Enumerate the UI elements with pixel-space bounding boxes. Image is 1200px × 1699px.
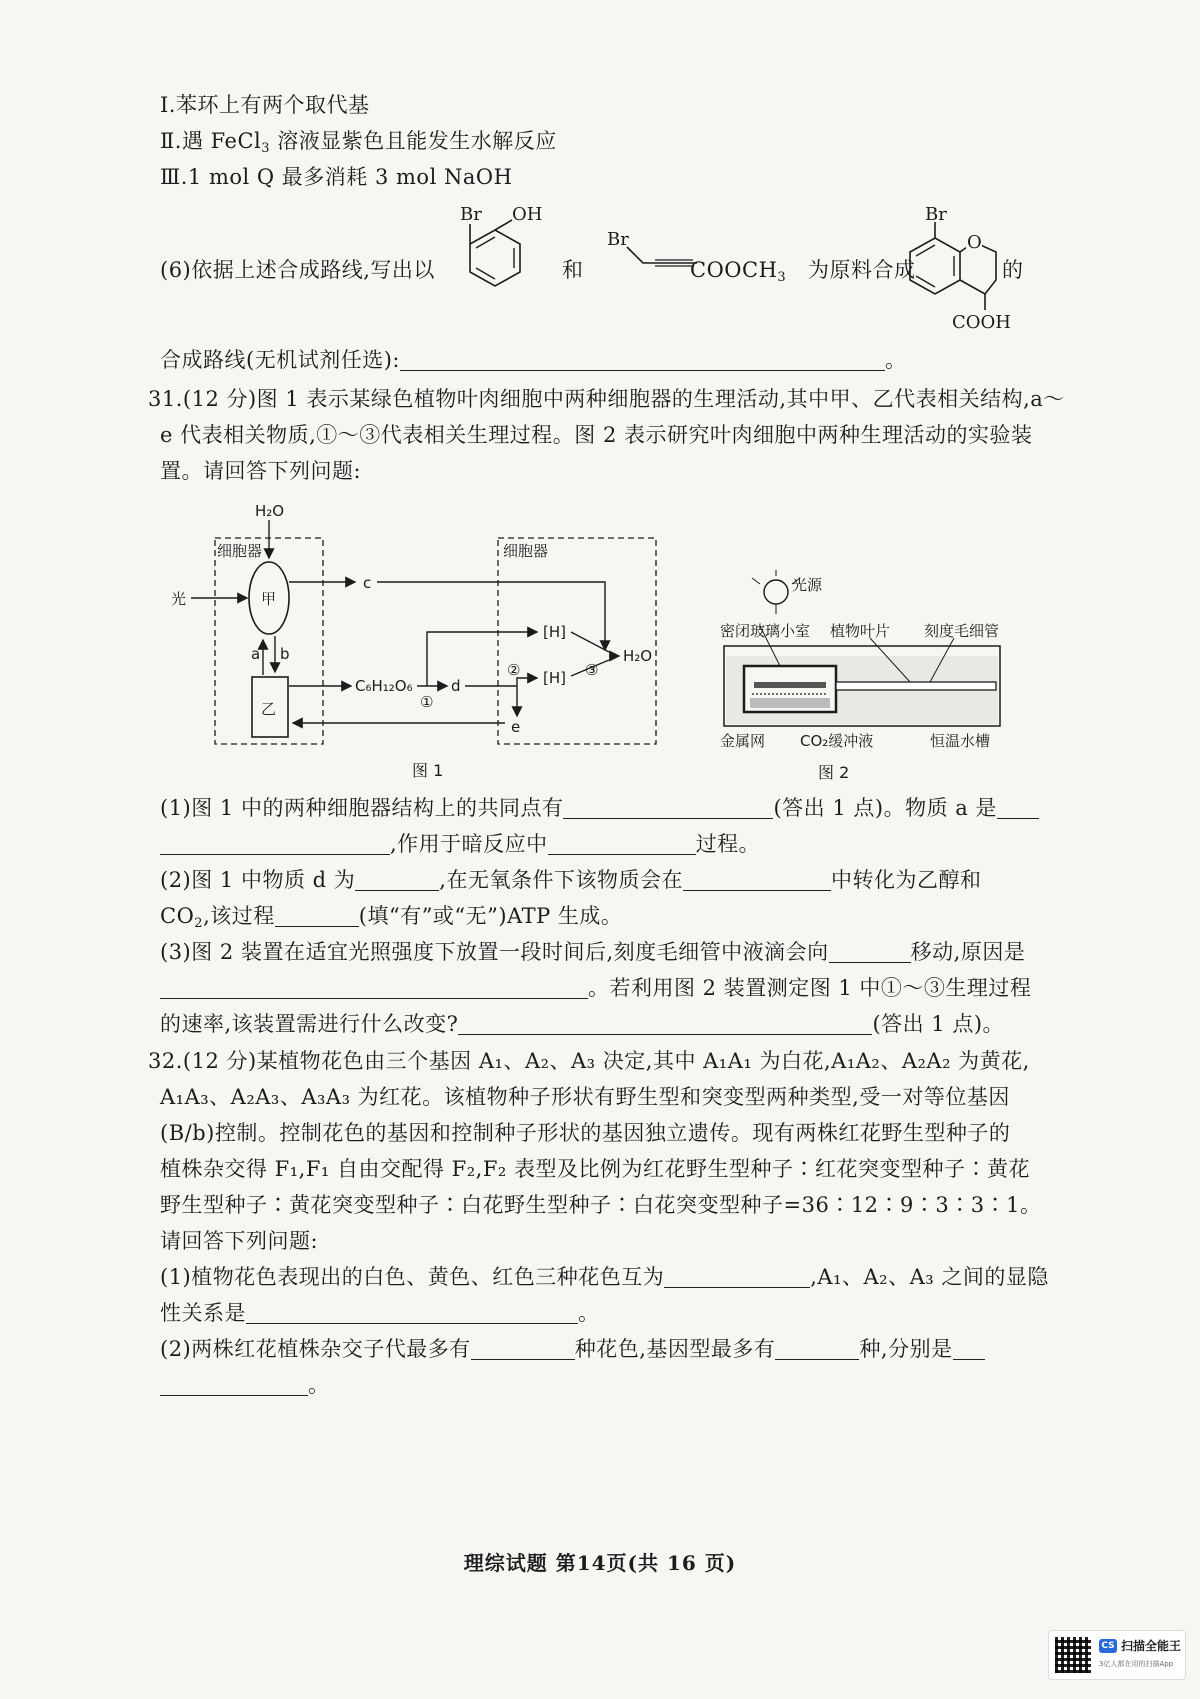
capillary-label: 刻度毛细管: [924, 622, 1000, 640]
right-organelle-box: [498, 538, 656, 744]
process-2-label: ②: [507, 661, 521, 679]
phenol-br-label: Br: [460, 204, 482, 225]
q6-lead: (6)依据上述合成路线,写出以: [160, 258, 435, 282]
jia-label: 甲: [261, 590, 277, 608]
page-footer: [0, 1547, 1200, 1576]
product-cooh-label: COOH: [952, 312, 1011, 333]
route-line: [160, 345, 906, 375]
q31-sub1-text-a: (1)图 1 中的两种细胞器结构上的共同点有: [160, 796, 564, 820]
q31-sub1-text-c: ,作用于暗反应中: [390, 832, 548, 856]
footer-page-number: 第14页(共 16 页): [555, 1551, 737, 1575]
q31-sub2-blank-2[interactable]: [683, 868, 831, 891]
condition-ii: [160, 126, 557, 156]
light-label: 光: [171, 590, 187, 608]
h2o-top-label: H₂O: [255, 502, 285, 520]
q31-sub2-blank-1[interactable]: [355, 868, 439, 891]
b-label: b: [280, 645, 290, 663]
q31-sub2-text-a: (2)图 1 中物质 d 为: [160, 868, 356, 892]
q32-stem-1: 32.(12 分)某植物花色由三个基因 A₁、A₂、A₃ 决定,其中 A₁A₁ 为白花,A₁A₂、A₂A₂ 为黄花,: [148, 1049, 1030, 1073]
q32-stem-4: 植株杂交得 F₁,F₁ 自由交配得 F₂,F₂ 表型及比例为红花野生型种子∶红花突变型种子∶黄花: [160, 1157, 1031, 1181]
q32-sub1-blank-1[interactable]: [664, 1265, 810, 1288]
ester-formula-sub: 3: [777, 270, 787, 285]
q31-sub1-blank-3[interactable]: [548, 832, 696, 855]
leaf-shape: [754, 682, 826, 688]
c-label: c: [363, 574, 372, 592]
capillary-tube: [836, 682, 996, 690]
chamber-label: 密闭玻璃小室: [720, 622, 811, 640]
h2o-right-label: H₂O: [623, 647, 653, 665]
yi-label: 乙: [261, 700, 277, 718]
process-1-label: ①: [420, 693, 434, 711]
product-o-label: O: [967, 232, 982, 253]
light-source-label: 光源: [792, 576, 823, 594]
buffer-label: CO₂缓冲液: [800, 732, 874, 750]
right-organelle-label: 细胞器: [503, 542, 549, 560]
route-label: 合成路线(无机试剂任选):: [160, 348, 400, 372]
q6-and: 和: [562, 258, 584, 282]
e-label: e: [511, 718, 521, 736]
process-3-label: ③: [585, 661, 599, 679]
figure-1-caption: 图 1: [412, 761, 444, 780]
figure-1-diagram: [165, 500, 725, 780]
q31-stem-1: 31.(12 分)图 1 表示某绿色植物叶肉细胞中两种细胞器的生理活动,其中甲、乙代表相关结构,a～: [148, 387, 1065, 411]
q31-sub3-blank-2[interactable]: [160, 976, 588, 999]
q32-sub2-text-b: 种花色,基因型最多有: [574, 1337, 776, 1361]
q31-sub2-co2: CO: [160, 904, 195, 928]
qr-code-icon: [1055, 1637, 1091, 1673]
q31-sub3-text-d: 的速率,该装置需进行什么改变?: [160, 1012, 459, 1036]
bromophenol-structure: [440, 200, 550, 310]
q31-sub2-line2: [160, 901, 622, 931]
q32-sub2-line1: [160, 1334, 985, 1364]
leaf-label: 植物叶片: [830, 622, 891, 640]
h-upper-label: [H]: [543, 623, 566, 641]
q31-sub3-blank-3[interactable]: [458, 1012, 872, 1035]
q31-sub1-blank-1[interactable]: [563, 796, 773, 819]
q31-sub3-text-a: (3)图 2 装置在适宜光照强度下放置一段时间后,刻度毛细管中液滴会向: [160, 940, 829, 964]
scanner-tagline: 3亿人都在用的扫描App: [1099, 1660, 1174, 1668]
condition-ii-sub: 3: [261, 141, 271, 156]
q32-stem-2: A₁A₃、A₂A₃、A₃A₃ 为红花。该植物种子形状有野生型和突变型两种类型,受一对等位基因: [160, 1085, 1010, 1109]
q32-sub2-blank-2[interactable]: [775, 1337, 859, 1360]
q31-sub3-text-c: 。若利用图 2 装置测定图 1 中①～③生理过程: [588, 976, 1032, 1000]
q31-sub3-line1: [160, 937, 1025, 967]
q32-sub2-blank-1[interactable]: [471, 1337, 575, 1360]
figure-2-apparatus: [720, 570, 1020, 755]
scanner-watermark: [1048, 1630, 1186, 1680]
condition-ii-text-end: 溶液显紫色且能发生水解反应: [270, 129, 557, 153]
d-label: d: [451, 677, 461, 695]
q32-sub1-blank-2[interactable]: [246, 1301, 578, 1324]
q32-sub1-text-d: 。: [578, 1301, 600, 1325]
phenol-oh-label: OH: [512, 204, 543, 225]
q32-stem-5: 野生型种子∶黄花突变型种子∶白花野生型种子∶白花突变型种子=36∶12∶9∶3∶3∶1。: [160, 1193, 1042, 1217]
route-end: 。: [884, 348, 907, 372]
condition-ii-text: Ⅱ.遇 FeCl: [160, 129, 262, 153]
ester-br-label: Br: [607, 229, 629, 250]
q31-sub2-co2-sub: 2: [194, 916, 204, 931]
left-organelle-label: 细胞器: [217, 542, 263, 560]
q31-sub2-text-b: ,在无氧条件下该物质会在: [439, 868, 683, 892]
route-answer-blank[interactable]: [400, 348, 885, 371]
buffer-liquid: [750, 698, 830, 708]
a-label: a: [251, 645, 261, 663]
q32-stem-3: (B/b)控制。控制花色的基因和控制种子形状的基因独立遗传。现有两株红花野生型种子的: [160, 1121, 1011, 1145]
q31-stem-2: e 代表相关物质,①～③代表相关生理过程。图 2 表示研究叶肉细胞中两种生理活动的实验装: [160, 423, 1033, 447]
q32-sub1-line2: [160, 1298, 600, 1328]
q32-stem-6: 请回答下列问题:: [160, 1229, 319, 1253]
camscanner-logo-icon: CS: [1099, 1639, 1117, 1653]
mesh-label: 金属网: [720, 732, 766, 750]
q31-sub3-line2: [160, 973, 1031, 1003]
q31-sub1-text-b: (答出 1 点)。物质 a 是: [773, 796, 997, 820]
ester-formula-text: COOCH: [690, 258, 778, 282]
ester-formula: [690, 255, 786, 285]
q6-mid: 为原料合成: [808, 258, 916, 282]
q32-sub2-blank-3a[interactable]: [953, 1337, 985, 1360]
q31-sub3-text-b: 移动,原因是: [910, 940, 1026, 964]
h-lower-label: [H]: [543, 669, 566, 687]
q32-sub2-text-c: 种,分别是: [859, 1337, 953, 1361]
q31-sub2-blank-3[interactable]: [275, 904, 359, 927]
condition-i: Ⅰ.苯环上有两个取代基: [160, 93, 370, 117]
bath-label: 恒温水槽: [930, 732, 991, 750]
q32-sub2-blank-3b[interactable]: [160, 1373, 308, 1396]
q32-sub1-text-b: ,A₁、A₂、A₃ 之间的显隐: [810, 1265, 1049, 1289]
q32-sub1-text-a: (1)植物花色表现出的白色、黄色、红色三种花色互为: [160, 1265, 665, 1289]
q31-sub2-text-e: (填“有”或“无”)ATP 生成。: [358, 904, 623, 928]
q32-sub1-line1: [160, 1262, 1049, 1292]
q31-sub2-text-c: 中转化为乙醇和: [830, 868, 982, 892]
q31-sub1-blank-2a[interactable]: [997, 796, 1039, 819]
footer-subject: 理综试题: [463, 1551, 548, 1575]
q32-sub2-line2: [160, 1370, 330, 1400]
q6-tail: 的: [1002, 258, 1024, 282]
q32-sub2-text-d: 。: [308, 1373, 330, 1397]
q31-sub3-blank-1[interactable]: [829, 940, 911, 963]
q31-stem-3: 置。请回答下列问题:: [160, 459, 362, 483]
q31-sub3-text-e: (答出 1 点)。: [872, 1012, 1005, 1036]
q31-sub1-text-d: 过程。: [695, 832, 761, 856]
product-br-label: Br: [925, 204, 947, 225]
q31-sub1-blank-2b[interactable]: [160, 832, 390, 855]
q32-sub1-text-c: 性关系是: [160, 1301, 246, 1325]
q31-sub2-line1: [160, 865, 981, 895]
condition-iii: Ⅲ.1 mol Q 最多消耗 3 mol NaOH: [160, 165, 513, 189]
q31-sub2-text-d: ,该过程: [203, 904, 275, 928]
q31-sub1-line2: [160, 829, 760, 859]
q32-sub2-text-a: (2)两株红花植株杂交子代最多有: [160, 1337, 471, 1361]
figure-2-caption: 图 2: [818, 763, 850, 782]
q31-sub3-line3: [160, 1009, 1004, 1039]
scanner-app-name: 扫描全能王: [1121, 1639, 1182, 1653]
glucose-label: C₆H₁₂O₆: [355, 677, 413, 695]
bromo-ester-structure: [605, 225, 700, 285]
q31-sub1-line1: [160, 793, 1039, 823]
